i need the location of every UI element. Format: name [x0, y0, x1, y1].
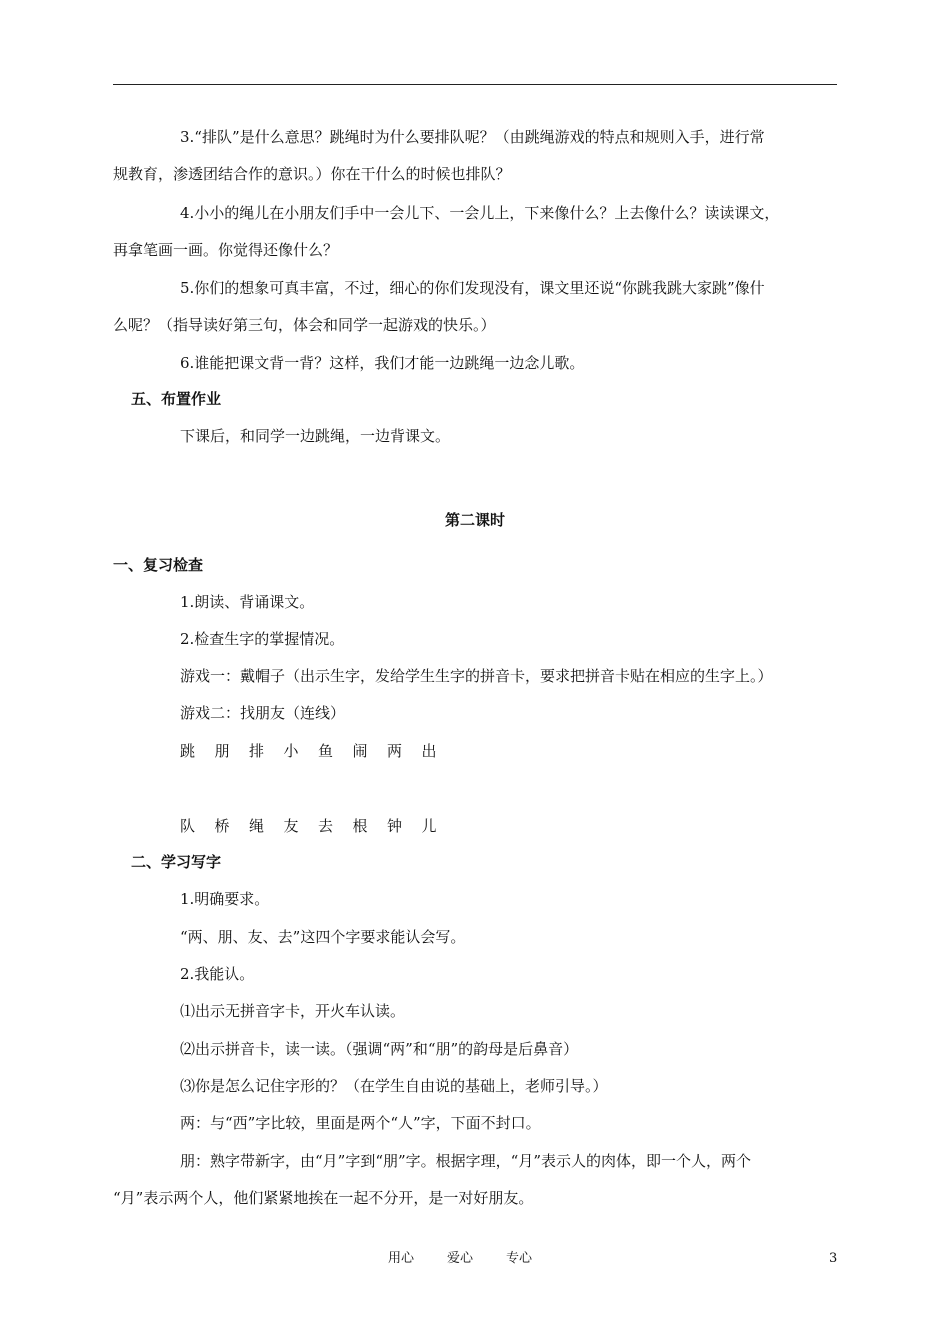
character: 朋: [214, 742, 230, 760]
paragraph-6: 6.谁能把课文背一背？这样，我们才能一边跳绳一边念儿歌。: [180, 354, 585, 372]
writing-item-2: 2.我能认。: [180, 965, 255, 983]
paragraph-4-line-2: 再拿笔画一画。你觉得还像什么？: [113, 241, 339, 259]
character: 儿: [421, 817, 437, 835]
paragraph-4-line-1: 4.小小的绳儿在小朋友们手中一会儿下、一会儿上，下来像什么？上去像什么？读读课文，: [180, 204, 780, 222]
homework-text: 下课后，和同学一边跳绳，一边背课文。: [180, 427, 451, 445]
sub-step-2: ⑵出示拼音卡，读一读。（强调“两”和“朋”的韵母是后鼻音）: [180, 1040, 579, 1058]
header-rule: [113, 84, 837, 85]
sub-step-1: ⑴出示无拼音字卡，开火车认读。: [180, 1002, 406, 1020]
character: 两: [387, 742, 403, 760]
footer-motto-3: 专心: [506, 1251, 533, 1266]
character: 鱼: [318, 742, 334, 760]
character: 跳: [180, 742, 196, 760]
paragraph-5-line-1: 5.你们的想象可真丰富，不过，细心的你们发现没有，课文里还说“你跳我跳大家跳”像什: [180, 279, 765, 297]
character: 小: [283, 742, 299, 760]
character: 绳: [249, 817, 265, 835]
sub-step-3: ⑶你是怎么记住字形的？（在学生自由说的基础上，老师引导。）: [180, 1077, 608, 1095]
character-note-liang: 两：与“西”字比较，里面是两个“人”字，下面不封口。: [180, 1114, 541, 1132]
character: 队: [180, 817, 196, 835]
game-2-text: 游戏二：找朋友（连线）: [180, 704, 346, 722]
footer-motto-2: 爱心: [447, 1251, 474, 1266]
character: 闹: [352, 742, 368, 760]
game-1-text: 游戏一：戴帽子（出示生字，发给学生生字的拼音卡，要求把拼音卡贴在相应的生字上。）: [180, 667, 773, 685]
review-item-1: 1.朗读、背诵课文。: [180, 593, 315, 611]
character: 友: [283, 817, 299, 835]
writing-item-1: 1.明确要求。: [180, 890, 270, 908]
character: 钟: [387, 817, 403, 835]
character-note-peng-line-1: 朋：熟字带新字，由“月”字到“朋”字。根据字理，“月”表示人的肉体，即一个人，两个: [180, 1152, 752, 1170]
paragraph-3-line-2: 规教育，渗透团结合作的意识。）你在干什么的时候也排队？: [113, 165, 511, 183]
section-heading-review: 一、复习检查: [113, 556, 204, 574]
paragraph-5-line-2: 么呢？（指导读好第三句，体会和同学一起游戏的快乐。）: [113, 316, 496, 334]
character-note-peng-line-2: “月”表示两个人，他们紧紧地挨在一起不分开，是一对好朋友。: [113, 1189, 534, 1207]
section-heading-writing: 二、学习写字: [131, 853, 222, 871]
character-row-1: [180, 741, 456, 761]
character: 出: [421, 742, 437, 760]
character: 去: [318, 817, 334, 835]
character: 根: [352, 817, 368, 835]
character: 桥: [214, 817, 230, 835]
page-number: 3: [829, 1251, 838, 1266]
paragraph-3-line-1: 3.“排队”是什么意思？跳绳时为什么要排队呢？（由跳绳游戏的特点和规则入手，进行常: [180, 128, 765, 146]
review-item-2: 2.检查生字的掌握情况。: [180, 630, 345, 648]
writing-requirement: “两、朋、友、去”这四个字要求能认会写。: [180, 928, 466, 946]
lesson-2-title: 第二课时: [444, 511, 505, 529]
character-row-2: [180, 816, 456, 836]
section-heading-homework: 五、布置作业: [131, 390, 222, 408]
character: 排: [249, 742, 265, 760]
footer-motto-1: 用心: [388, 1251, 415, 1266]
